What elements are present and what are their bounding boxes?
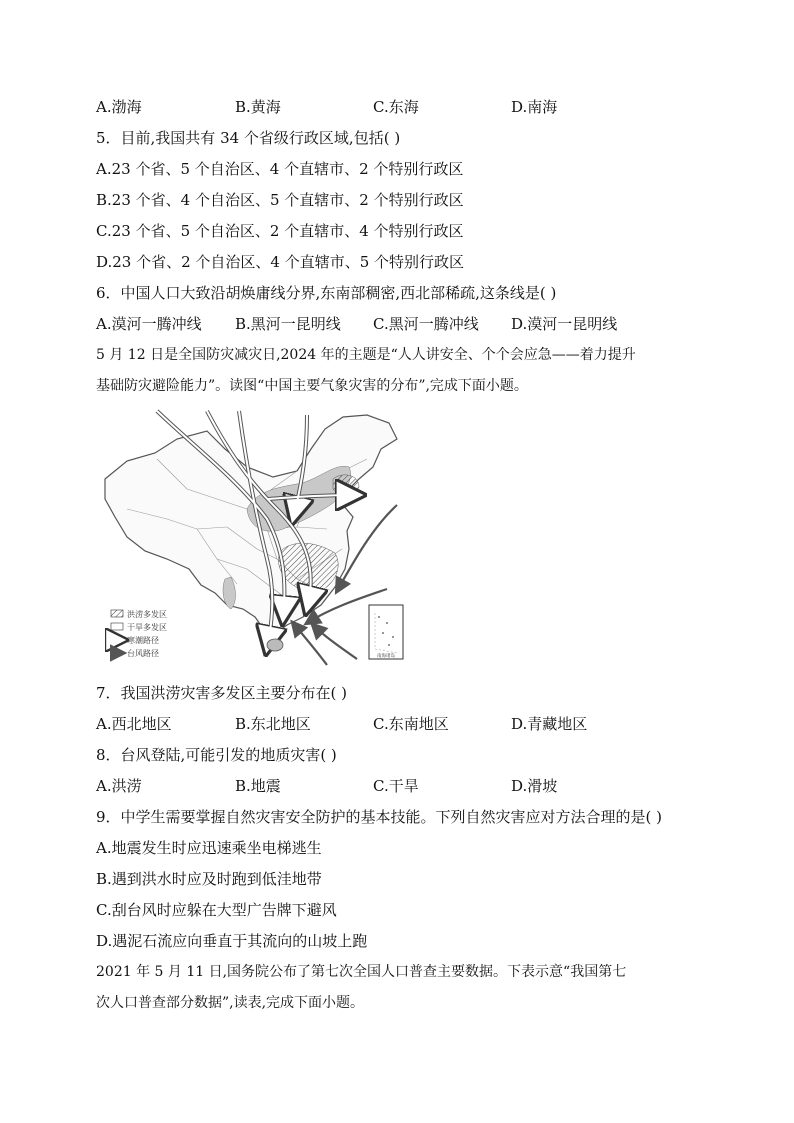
q8-option-d: D.滑坡 [511, 777, 558, 795]
intro2-line2: 次人口普查部分数据”,读表,完成下面小题。 [96, 995, 365, 1011]
q9-option-a: A.地震发生时应迅速乘坐电梯逃生 [96, 839, 322, 857]
q7-option-c: C.东南地区 [373, 715, 449, 733]
legend-cold-wave: 寒潮路径 [127, 636, 159, 645]
q9-option-c: C.刮台风时应躲在大型广告牌下避风 [96, 901, 337, 919]
q5-option-b: B.23 个省、4 个自治区、5 个直辖市、2 个特别行政区 [96, 191, 464, 209]
q5-stem: 5．目前,我国共有 34 个省级行政区域,包括( ) [96, 129, 401, 147]
q9-option-d: D.遇泥石流应向垂直于其流向的山坡上跑 [96, 932, 368, 950]
flood-area-northeast [333, 475, 359, 495]
q5-option-d: D.23 个省、2 个自治区、4 个直辖市、5 个特别行政区 [96, 253, 465, 271]
intro1-line2: 基础防灾避险能力”。读图“中国主要气象灾害的分布”,完成下面小题。 [96, 378, 528, 394]
q6-option-d: D.漠河一昆明线 [511, 315, 618, 333]
q6-option-c: C.黑河一腾冲线 [373, 315, 479, 333]
q8-option-b: B.地震 [235, 777, 281, 795]
q8-option-a: A.洪涝 [96, 777, 142, 795]
legend-drought: 干旱多发区 [127, 623, 167, 632]
map-legend [111, 609, 167, 658]
q5-option-a: A.23 个省、5 个自治区、4 个直辖市、2 个特别行政区 [96, 160, 464, 178]
q5-option-c: C.23 个省、5 个自治区、2 个直辖市、4 个特别行政区 [96, 222, 464, 240]
q8-option-c: C.干旱 [373, 777, 419, 795]
disaster-map [97, 409, 409, 667]
q9-stem: 9．中学生需要掌握自然灾害安全防护的基本技能。下列自然灾害应对方法合理的是( ) [96, 808, 663, 826]
q7-option-a: A.西北地区 [96, 715, 172, 733]
q4-option-b: B.黄海 [235, 98, 281, 116]
intro1-line1: 5 月 12 日是全国防灾减灾日,2024 年的主题是“人人讲安全、个个会应急——着力提升 [96, 347, 636, 363]
q4-option-a: A.渤海 [96, 98, 142, 116]
q4-option-d: D.南海 [511, 98, 558, 116]
legend-typhoon: 台风路径 [127, 649, 159, 658]
inset-label: 南海诸岛 [377, 654, 395, 659]
intro2-line1: 2021 年 5 月 11 日,国务院公布了第七次全国人口普查主要数据。下表示意“我国第七 [96, 964, 627, 980]
q4-option-c: C.东海 [373, 98, 419, 116]
south-china-sea-inset [369, 605, 403, 659]
hainan-island [267, 639, 283, 651]
q6-stem: 6．中国人口大致沿胡焕庸线分界,东南部稠密,西北部稀疏,这条线是( ) [96, 284, 557, 302]
legend-flood: 洪涝多发区 [127, 610, 167, 619]
q9-option-b: B.遇到洪水时应及时跑到低洼地带 [96, 870, 322, 888]
q8-stem: 8．台风登陆,可能引发的地质灾害( ) [96, 746, 337, 764]
q7-option-d: D.青藏地区 [511, 715, 588, 733]
q6-option-a: A.漠河一腾冲线 [96, 315, 202, 333]
q7-option-b: B.东北地区 [235, 715, 311, 733]
q7-stem: 7．我国洪涝灾害多发区主要分布在( ) [96, 684, 348, 702]
china-map-figure [97, 409, 409, 667]
q6-option-b: B.黑河一昆明线 [235, 315, 341, 333]
